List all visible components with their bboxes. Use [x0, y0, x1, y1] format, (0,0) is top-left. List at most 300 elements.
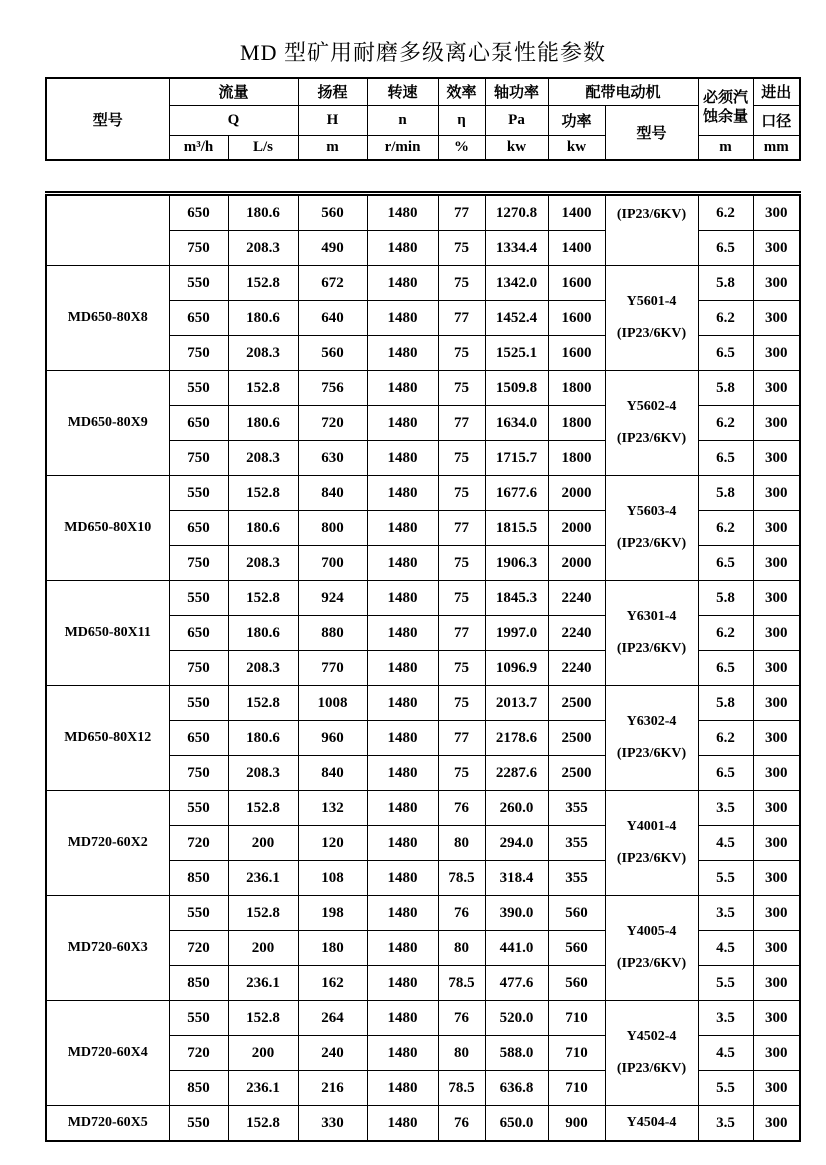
cell-motor-power-kw: 710 [548, 1036, 605, 1071]
cell-npsh-m: 5.8 [698, 476, 753, 511]
cell-head-m: 640 [298, 301, 367, 336]
cell-head-m: 180 [298, 931, 367, 966]
cell-motor-power-kw: 355 [548, 826, 605, 861]
cell-speed-rmin: 1480 [367, 931, 438, 966]
cell-flow-ls: 152.8 [228, 1001, 298, 1036]
cell-npsh-m: 5.8 [698, 581, 753, 616]
cell-efficiency-pct: 75 [438, 581, 485, 616]
cell-speed-rmin: 1480 [367, 686, 438, 721]
cell-flow-m3h: 850 [169, 966, 228, 1001]
table-row [46, 1106, 800, 1142]
unit-npsh-m: m [698, 135, 753, 160]
cell-speed-rmin: 1480 [367, 651, 438, 686]
cell-motor-power-kw: 1600 [548, 301, 605, 336]
pump-model-cell: MD720-60X4 [46, 1001, 169, 1106]
cell-flow-m3h: 650 [169, 406, 228, 441]
cell-speed-rmin: 1480 [367, 861, 438, 896]
unit-shaft-kw: kw [485, 135, 548, 160]
cell-shaft-power-kw: 1334.4 [485, 231, 548, 266]
col-header-motor-power: 功率 [548, 105, 605, 135]
cell-motor-power-kw: 1800 [548, 406, 605, 441]
cell-head-m: 216 [298, 1071, 367, 1106]
motor-model-line: (IP23/6KV) [616, 431, 687, 446]
cell-efficiency-pct: 76 [438, 896, 485, 931]
cell-flow-m3h: 750 [169, 756, 228, 791]
table-row [46, 686, 800, 721]
cell-shaft-power-kw: 1715.7 [485, 441, 548, 476]
cell-flow-ls: 208.3 [228, 651, 298, 686]
cell-npsh-m: 5.8 [698, 686, 753, 721]
cell-npsh-m: 6.2 [698, 721, 753, 756]
cell-head-m: 330 [298, 1106, 367, 1142]
pump-model-cell: MD720-60X2 [46, 791, 169, 896]
cell-speed-rmin: 1480 [367, 511, 438, 546]
pump-model-cell: MD650-80X10 [46, 476, 169, 581]
cell-motor-power-kw: 560 [548, 896, 605, 931]
cell-port-mm: 300 [753, 336, 800, 371]
cell-flow-m3h: 550 [169, 371, 228, 406]
cell-shaft-power-kw: 441.0 [485, 931, 548, 966]
cell-flow-m3h: 550 [169, 476, 228, 511]
cell-shaft-power-kw: 2287.6 [485, 756, 548, 791]
cell-port-mm: 300 [753, 546, 800, 581]
cell-efficiency-pct: 78.5 [438, 861, 485, 896]
cell-flow-ls: 152.8 [228, 581, 298, 616]
cell-head-m: 240 [298, 1036, 367, 1071]
cell-efficiency-pct: 76 [438, 1001, 485, 1036]
col-header-flow: 流量 [169, 78, 298, 105]
cell-port-mm: 300 [753, 1036, 800, 1071]
col-header-efficiency: 效率 [438, 78, 485, 105]
cell-port-mm: 300 [753, 791, 800, 826]
motor-model-line: (IP23/6KV) [616, 851, 687, 866]
cell-npsh-m: 6.2 [698, 194, 753, 231]
unit-flow-ls: L/s [228, 135, 298, 160]
cell-npsh-m: 5.5 [698, 861, 753, 896]
cell-npsh-m: 6.5 [698, 756, 753, 791]
cell-speed-rmin: 1480 [367, 616, 438, 651]
cell-motor-power-kw: 560 [548, 931, 605, 966]
table-row [46, 476, 800, 511]
cell-flow-ls: 180.6 [228, 616, 298, 651]
cell-flow-ls: 208.3 [228, 756, 298, 791]
cell-port-mm: 300 [753, 406, 800, 441]
cell-speed-rmin: 1480 [367, 1001, 438, 1036]
header-table [45, 77, 801, 161]
cell-speed-rmin: 1480 [367, 896, 438, 931]
cell-port-mm: 300 [753, 581, 800, 616]
cell-shaft-power-kw: 636.8 [485, 1071, 548, 1106]
motor-model-line: (IP23/6KV) [616, 207, 687, 222]
cell-flow-m3h: 550 [169, 1001, 228, 1036]
cell-port-mm: 300 [753, 1071, 800, 1106]
symbol-speed-n: n [367, 105, 438, 135]
page-title: MD 型矿用耐磨多级离心泵性能参数 [240, 40, 606, 65]
cell-flow-ls: 208.3 [228, 441, 298, 476]
cell-head-m: 720 [298, 406, 367, 441]
table-row [46, 1001, 800, 1036]
cell-npsh-m: 5.8 [698, 371, 753, 406]
cell-speed-rmin: 1480 [367, 966, 438, 1001]
cell-motor-power-kw: 2500 [548, 756, 605, 791]
cell-head-m: 840 [298, 756, 367, 791]
cell-head-m: 770 [298, 651, 367, 686]
cell-efficiency-pct: 76 [438, 1106, 485, 1142]
cell-flow-m3h: 550 [169, 266, 228, 301]
cell-motor-power-kw: 1600 [548, 336, 605, 371]
cell-motor-power-kw: 710 [548, 1001, 605, 1036]
cell-npsh-m: 6.2 [698, 511, 753, 546]
cell-shaft-power-kw: 1677.6 [485, 476, 548, 511]
cell-npsh-m: 3.5 [698, 896, 753, 931]
cell-motor-power-kw: 1400 [548, 194, 605, 231]
cell-motor-power-kw: 1600 [548, 266, 605, 301]
col-header-head: 扬程 [298, 78, 367, 105]
cell-flow-ls: 152.8 [228, 371, 298, 406]
motor-model-cell [605, 194, 698, 266]
cell-flow-m3h: 650 [169, 511, 228, 546]
table-row [46, 194, 800, 231]
cell-flow-ls: 152.8 [228, 686, 298, 721]
cell-npsh-m: 4.5 [698, 1036, 753, 1071]
unit-efficiency-pct: % [438, 135, 485, 160]
cell-flow-m3h: 850 [169, 861, 228, 896]
cell-flow-m3h: 850 [169, 1071, 228, 1106]
cell-motor-power-kw: 2000 [548, 511, 605, 546]
cell-speed-rmin: 1480 [367, 756, 438, 791]
cell-head-m: 756 [298, 371, 367, 406]
cell-flow-ls: 152.8 [228, 1106, 298, 1142]
cell-flow-ls: 236.1 [228, 966, 298, 1001]
cell-head-m: 672 [298, 266, 367, 301]
cell-motor-power-kw: 355 [548, 791, 605, 826]
cell-efficiency-pct: 80 [438, 1036, 485, 1071]
cell-flow-ls: 152.8 [228, 476, 298, 511]
cell-efficiency-pct: 75 [438, 686, 485, 721]
cell-shaft-power-kw: 1525.1 [485, 336, 548, 371]
cell-flow-ls: 180.6 [228, 511, 298, 546]
cell-port-mm: 300 [753, 616, 800, 651]
cell-npsh-m: 6.5 [698, 336, 753, 371]
cell-head-m: 1008 [298, 686, 367, 721]
table-row [46, 581, 800, 616]
cell-efficiency-pct: 77 [438, 301, 485, 336]
cell-port-mm: 300 [753, 861, 800, 896]
col-header-speed: 转速 [367, 78, 438, 105]
cell-shaft-power-kw: 520.0 [485, 1001, 548, 1036]
cell-motor-power-kw: 355 [548, 861, 605, 896]
cell-motor-power-kw: 2000 [548, 546, 605, 581]
table-row [46, 266, 800, 301]
cell-flow-ls: 208.3 [228, 231, 298, 266]
cell-npsh-m: 4.5 [698, 826, 753, 861]
motor-model-cell [605, 1001, 698, 1106]
cell-speed-rmin: 1480 [367, 1036, 438, 1071]
cell-head-m: 560 [298, 336, 367, 371]
cell-speed-rmin: 1480 [367, 1071, 438, 1106]
motor-model-cell [605, 896, 698, 1001]
motor-model-line: (IP23/6KV) [616, 641, 687, 656]
cell-port-mm: 300 [753, 266, 800, 301]
cell-port-mm: 300 [753, 194, 800, 231]
cell-speed-rmin: 1480 [367, 406, 438, 441]
cell-flow-m3h: 720 [169, 931, 228, 966]
motor-model-line: Y5602-4 [626, 399, 677, 414]
cell-speed-rmin: 1480 [367, 301, 438, 336]
cell-speed-rmin: 1480 [367, 441, 438, 476]
motor-model-line: Y4001-4 [626, 819, 677, 834]
cell-shaft-power-kw: 1997.0 [485, 616, 548, 651]
table-row [46, 791, 800, 826]
cell-shaft-power-kw: 1815.5 [485, 511, 548, 546]
cell-npsh-m: 6.2 [698, 301, 753, 336]
unit-motor-kw: kw [548, 135, 605, 160]
cell-efficiency-pct: 77 [438, 194, 485, 231]
unit-speed-rmin: r/min [367, 135, 438, 160]
pump-data-table [45, 191, 801, 1142]
cell-shaft-power-kw: 477.6 [485, 966, 548, 1001]
cell-motor-power-kw: 2500 [548, 686, 605, 721]
table-row [46, 896, 800, 931]
cell-flow-m3h: 750 [169, 546, 228, 581]
cell-efficiency-pct: 75 [438, 441, 485, 476]
cell-npsh-m: 5.5 [698, 966, 753, 1001]
symbol-head-h: H [298, 105, 367, 135]
cell-head-m: 108 [298, 861, 367, 896]
cell-flow-ls: 208.3 [228, 336, 298, 371]
pump-model-cell: MD650-80X11 [46, 581, 169, 686]
cell-flow-m3h: 650 [169, 194, 228, 231]
cell-speed-rmin: 1480 [367, 336, 438, 371]
cell-speed-rmin: 1480 [367, 721, 438, 756]
cell-flow-m3h: 550 [169, 581, 228, 616]
cell-npsh-m: 3.5 [698, 1106, 753, 1142]
symbol-efficiency-eta: η [438, 105, 485, 135]
cell-port-mm: 300 [753, 826, 800, 861]
col-header-port-line2: 口径 [753, 105, 800, 135]
cell-head-m: 198 [298, 896, 367, 931]
npsh-label-line1: 必须汽 [703, 87, 749, 106]
col-header-model: 型号 [46, 78, 169, 160]
cell-port-mm: 300 [753, 231, 800, 266]
cell-efficiency-pct: 75 [438, 336, 485, 371]
cell-port-mm: 300 [753, 756, 800, 791]
motor-model-line: Y4005-4 [626, 924, 677, 939]
cell-npsh-m: 6.2 [698, 406, 753, 441]
cell-flow-m3h: 750 [169, 231, 228, 266]
cell-head-m: 700 [298, 546, 367, 581]
motor-model-cell [605, 476, 698, 581]
symbol-shaft-pa: Pa [485, 105, 548, 135]
cell-shaft-power-kw: 1634.0 [485, 406, 548, 441]
cell-npsh-m: 6.5 [698, 231, 753, 266]
cell-efficiency-pct: 75 [438, 476, 485, 511]
cell-head-m: 132 [298, 791, 367, 826]
motor-model-line: Y5601-4 [626, 294, 677, 309]
cell-motor-power-kw: 2240 [548, 616, 605, 651]
cell-flow-ls: 152.8 [228, 791, 298, 826]
cell-shaft-power-kw: 1342.0 [485, 266, 548, 301]
cell-port-mm: 300 [753, 651, 800, 686]
cell-flow-ls: 208.3 [228, 546, 298, 581]
cell-head-m: 490 [298, 231, 367, 266]
cell-port-mm: 300 [753, 441, 800, 476]
cell-speed-rmin: 1480 [367, 581, 438, 616]
cell-motor-power-kw: 2240 [548, 651, 605, 686]
cell-shaft-power-kw: 1452.4 [485, 301, 548, 336]
cell-head-m: 264 [298, 1001, 367, 1036]
cell-flow-m3h: 750 [169, 441, 228, 476]
cell-head-m: 560 [298, 194, 367, 231]
cell-speed-rmin: 1480 [367, 1106, 438, 1142]
cell-shaft-power-kw: 260.0 [485, 791, 548, 826]
cell-npsh-m: 3.5 [698, 791, 753, 826]
cell-flow-ls: 200 [228, 826, 298, 861]
cell-port-mm: 300 [753, 1106, 800, 1142]
cell-head-m: 960 [298, 721, 367, 756]
motor-model-line: (IP23/6KV) [616, 326, 687, 341]
cell-flow-m3h: 750 [169, 336, 228, 371]
cell-port-mm: 300 [753, 931, 800, 966]
motor-model-line: Y4504-4 [626, 1115, 677, 1130]
cell-shaft-power-kw: 2013.7 [485, 686, 548, 721]
cell-speed-rmin: 1480 [367, 546, 438, 581]
cell-efficiency-pct: 77 [438, 406, 485, 441]
cell-flow-ls: 180.6 [228, 406, 298, 441]
cell-efficiency-pct: 75 [438, 231, 485, 266]
cell-motor-power-kw: 900 [548, 1106, 605, 1142]
cell-flow-ls: 200 [228, 1036, 298, 1071]
cell-flow-m3h: 650 [169, 616, 228, 651]
pump-table-body [46, 194, 800, 1142]
cell-shaft-power-kw: 294.0 [485, 826, 548, 861]
npsh-label-line2: 蚀余量 [703, 106, 749, 125]
cell-shaft-power-kw: 318.4 [485, 861, 548, 896]
cell-shaft-power-kw: 1845.3 [485, 581, 548, 616]
pump-model-cell: MD650-80X12 [46, 686, 169, 791]
cell-flow-m3h: 550 [169, 1106, 228, 1142]
cell-shaft-power-kw: 390.0 [485, 896, 548, 931]
unit-port-mm: mm [753, 135, 800, 160]
cell-motor-power-kw: 1800 [548, 371, 605, 406]
cell-flow-m3h: 550 [169, 791, 228, 826]
cell-flow-m3h: 650 [169, 721, 228, 756]
cell-port-mm: 300 [753, 896, 800, 931]
cell-speed-rmin: 1480 [367, 231, 438, 266]
table-row [46, 371, 800, 406]
cell-speed-rmin: 1480 [367, 826, 438, 861]
cell-motor-power-kw: 710 [548, 1071, 605, 1106]
cell-npsh-m: 5.8 [698, 266, 753, 301]
motor-model-line: Y6301-4 [626, 609, 677, 624]
cell-motor-power-kw: 2240 [548, 581, 605, 616]
cell-flow-ls: 200 [228, 931, 298, 966]
pump-model-cell [46, 194, 169, 266]
cell-flow-ls: 180.6 [228, 721, 298, 756]
cell-shaft-power-kw: 1270.8 [485, 194, 548, 231]
motor-model-line: (IP23/6KV) [616, 956, 687, 971]
cell-head-m: 120 [298, 826, 367, 861]
cell-head-m: 880 [298, 616, 367, 651]
col-header-motor-model: 型号 [605, 105, 698, 160]
cell-efficiency-pct: 75 [438, 371, 485, 406]
unit-flow-m3h: m³/h [169, 135, 228, 160]
cell-efficiency-pct: 75 [438, 546, 485, 581]
cell-shaft-power-kw: 650.0 [485, 1106, 548, 1142]
cell-npsh-m: 6.5 [698, 651, 753, 686]
cell-shaft-power-kw: 588.0 [485, 1036, 548, 1071]
motor-model-cell [605, 1106, 698, 1142]
col-header-port-line1: 进出 [753, 78, 800, 105]
cell-npsh-m: 5.5 [698, 1071, 753, 1106]
cell-motor-power-kw: 2000 [548, 476, 605, 511]
cell-head-m: 924 [298, 581, 367, 616]
cell-shaft-power-kw: 1906.3 [485, 546, 548, 581]
motor-model-cell [605, 581, 698, 686]
cell-shaft-power-kw: 2178.6 [485, 721, 548, 756]
header-row-1 [46, 78, 800, 105]
cell-efficiency-pct: 75 [438, 266, 485, 301]
cell-flow-m3h: 720 [169, 1036, 228, 1071]
pump-model-cell: MD650-80X8 [46, 266, 169, 371]
cell-efficiency-pct: 76 [438, 791, 485, 826]
cell-flow-ls: 152.8 [228, 266, 298, 301]
cell-flow-m3h: 550 [169, 896, 228, 931]
col-header-shaft-power: 轴功率 [485, 78, 548, 105]
cell-npsh-m: 6.5 [698, 546, 753, 581]
cell-head-m: 840 [298, 476, 367, 511]
cell-port-mm: 300 [753, 476, 800, 511]
cell-npsh-m: 6.2 [698, 616, 753, 651]
motor-model-cell [605, 686, 698, 791]
motor-model-line: (IP23/6KV) [616, 1061, 687, 1076]
col-header-motor: 配带电动机 [548, 78, 698, 105]
cell-port-mm: 300 [753, 511, 800, 546]
cell-port-mm: 300 [753, 301, 800, 336]
symbol-flow-q: Q [169, 105, 298, 135]
unit-head-m: m [298, 135, 367, 160]
cell-motor-power-kw: 1800 [548, 441, 605, 476]
cell-flow-ls: 180.6 [228, 194, 298, 231]
cell-motor-power-kw: 2500 [548, 721, 605, 756]
cell-efficiency-pct: 78.5 [438, 966, 485, 1001]
cell-flow-m3h: 720 [169, 826, 228, 861]
cell-efficiency-pct: 77 [438, 616, 485, 651]
cell-speed-rmin: 1480 [367, 371, 438, 406]
cell-efficiency-pct: 75 [438, 651, 485, 686]
cell-speed-rmin: 1480 [367, 791, 438, 826]
cell-efficiency-pct: 77 [438, 511, 485, 546]
cell-shaft-power-kw: 1096.9 [485, 651, 548, 686]
cell-efficiency-pct: 75 [438, 756, 485, 791]
motor-model-line: Y4502-4 [626, 1029, 677, 1044]
motor-model-cell [605, 791, 698, 896]
cell-motor-power-kw: 1400 [548, 231, 605, 266]
cell-speed-rmin: 1480 [367, 194, 438, 231]
cell-efficiency-pct: 78.5 [438, 1071, 485, 1106]
cell-flow-m3h: 650 [169, 301, 228, 336]
cell-efficiency-pct: 77 [438, 721, 485, 756]
cell-motor-power-kw: 560 [548, 966, 605, 1001]
cell-efficiency-pct: 80 [438, 931, 485, 966]
cell-flow-m3h: 750 [169, 651, 228, 686]
cell-port-mm: 300 [753, 721, 800, 756]
pump-model-cell: MD720-60X3 [46, 896, 169, 1001]
cell-port-mm: 300 [753, 966, 800, 1001]
cell-speed-rmin: 1480 [367, 476, 438, 511]
cell-flow-ls: 236.1 [228, 1071, 298, 1106]
cell-port-mm: 300 [753, 371, 800, 406]
